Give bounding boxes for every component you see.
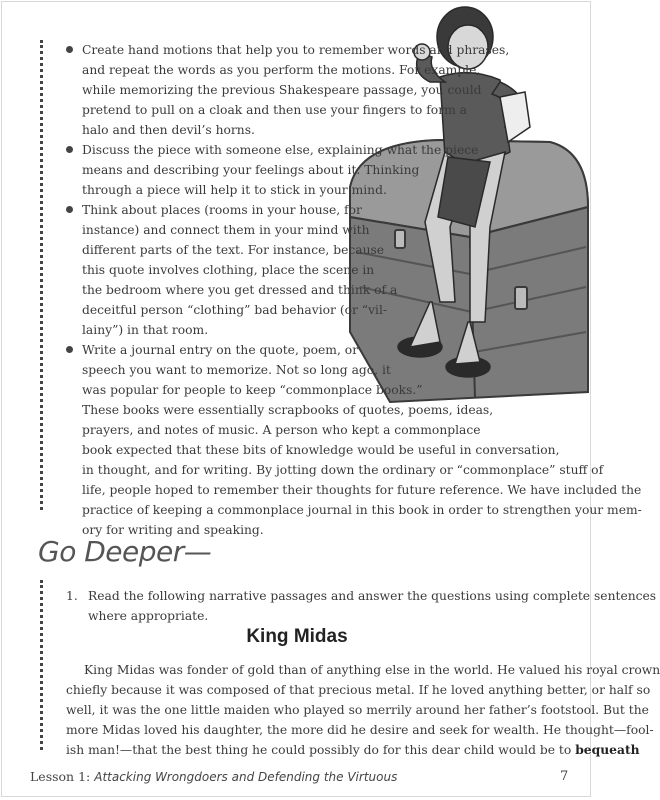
list-item-text-line: lainy”) in that room. [82,323,209,337]
question-text-line: where appropriate. [88,609,209,623]
story-text-line: chiefly because it was composed of that precious metal. If he loved anything better, or half so [66,683,651,697]
story-passage [66,660,660,760]
list-item-text-line: instance) and connect them in your mind with [82,223,370,237]
list-item-text-line: in thought, and for writing. By jotting down the ordinary or “commonplace” stuff of [82,463,604,477]
story-text-line-last [66,740,640,760]
list-item-text-line: was popular for people to keep “commonplace books.” [82,383,423,397]
story-title: King Midas [246,626,348,647]
list-item-text-line: pretend to pull on a cloak and then use your fingers to form a [82,103,467,117]
list-item-text-line: halo and then devil’s horns. [82,123,255,137]
list-item-text-line: and repeat the words as you perform the motions. For example, [82,63,481,77]
list-item-text-line: These books were essentially scrapbooks of quotes, poems, ideas, [82,403,494,417]
list-item-text-line: deceitful person “clothing” bad behavior (or “vil- [82,303,388,317]
list-item-text-line: speech you want to memorize. Not so long ago, it [82,363,391,377]
bullet-dot [66,346,73,353]
list-item-text-line: life, people hoped to remember their thoughts for future reference. We have included the [82,483,642,497]
section-heading-go-deeper: Go Deeper— [38,535,212,568]
story-text-line: King Midas was fonder of gold than of anything else in the world. He valued his royal crown [84,663,660,677]
list-item-text-line: practice of keeping a commonplace journal in this book in order to strengthen your mem- [82,503,642,517]
list-item-text-line: while memorizing the previous Shakespeare passage, you could [82,83,482,97]
question-number: 1. [66,589,78,603]
story-text-line: more Midas loved his daughter, the more did he desire and seek for wealth. He thought—fool- [66,723,654,737]
question-1 [66,586,657,626]
list-item-text-line: Write a journal entry on the quote, poem, or [82,343,359,357]
question-text-line: Read the following narrative passages and answer the questions using complete sentences [88,589,657,603]
footer-lesson-title [30,769,397,784]
bullet-dot [66,46,73,53]
bullet-dot [66,146,73,153]
margin-dotted-rule-bottom [40,580,43,750]
list-item [62,140,582,200]
lesson-label: Lesson 1: [30,769,91,784]
margin-dotted-rule-top [40,40,43,510]
list-item-text-line: Create hand motions that help you to remember words and phrases, [82,43,510,57]
list-item-text-line: ory for writing and speaking. [82,523,264,537]
bullet-dot [66,206,73,213]
lesson-title: Attacking Wrongdoers and Defending the Virtuous [94,770,398,784]
list-item-text-line: book expected that these bits of knowledge would be useful in conversation, [82,443,560,457]
list-item [62,200,582,340]
story-text-line: well, it was the one little maiden who played so merrily around her father’s footstool. But the [66,703,649,717]
list-item-text-line: this quote involves clothing, place the scene in [82,263,375,277]
list-item-text-line: means and describing your feelings about it. Thinking [82,163,420,177]
list-item-text-line: prayers, and notes of music. A person who kept a commonplace [82,423,481,437]
list-item-text-line: Think about places (rooms in your house, for [82,203,362,217]
list-item-text-line: Discuss the piece with someone else, explaining what the piece [82,143,479,157]
story-text: ish man!—that the best thing he could possibly do for this dear child would be to [66,743,572,757]
memorization-tips-list [62,40,642,540]
list-item-text-line: different parts of the text. For instance, because [82,243,385,257]
page-number: 7 [560,769,569,784]
list-item-text-line: through a piece will help it to stick in your mind. [82,183,387,197]
list-item [62,340,642,540]
list-item [62,40,582,140]
list-item-text-line: the bedroom where you get dressed and think of a [82,283,398,297]
vocabulary-word: bequeath [575,742,640,757]
